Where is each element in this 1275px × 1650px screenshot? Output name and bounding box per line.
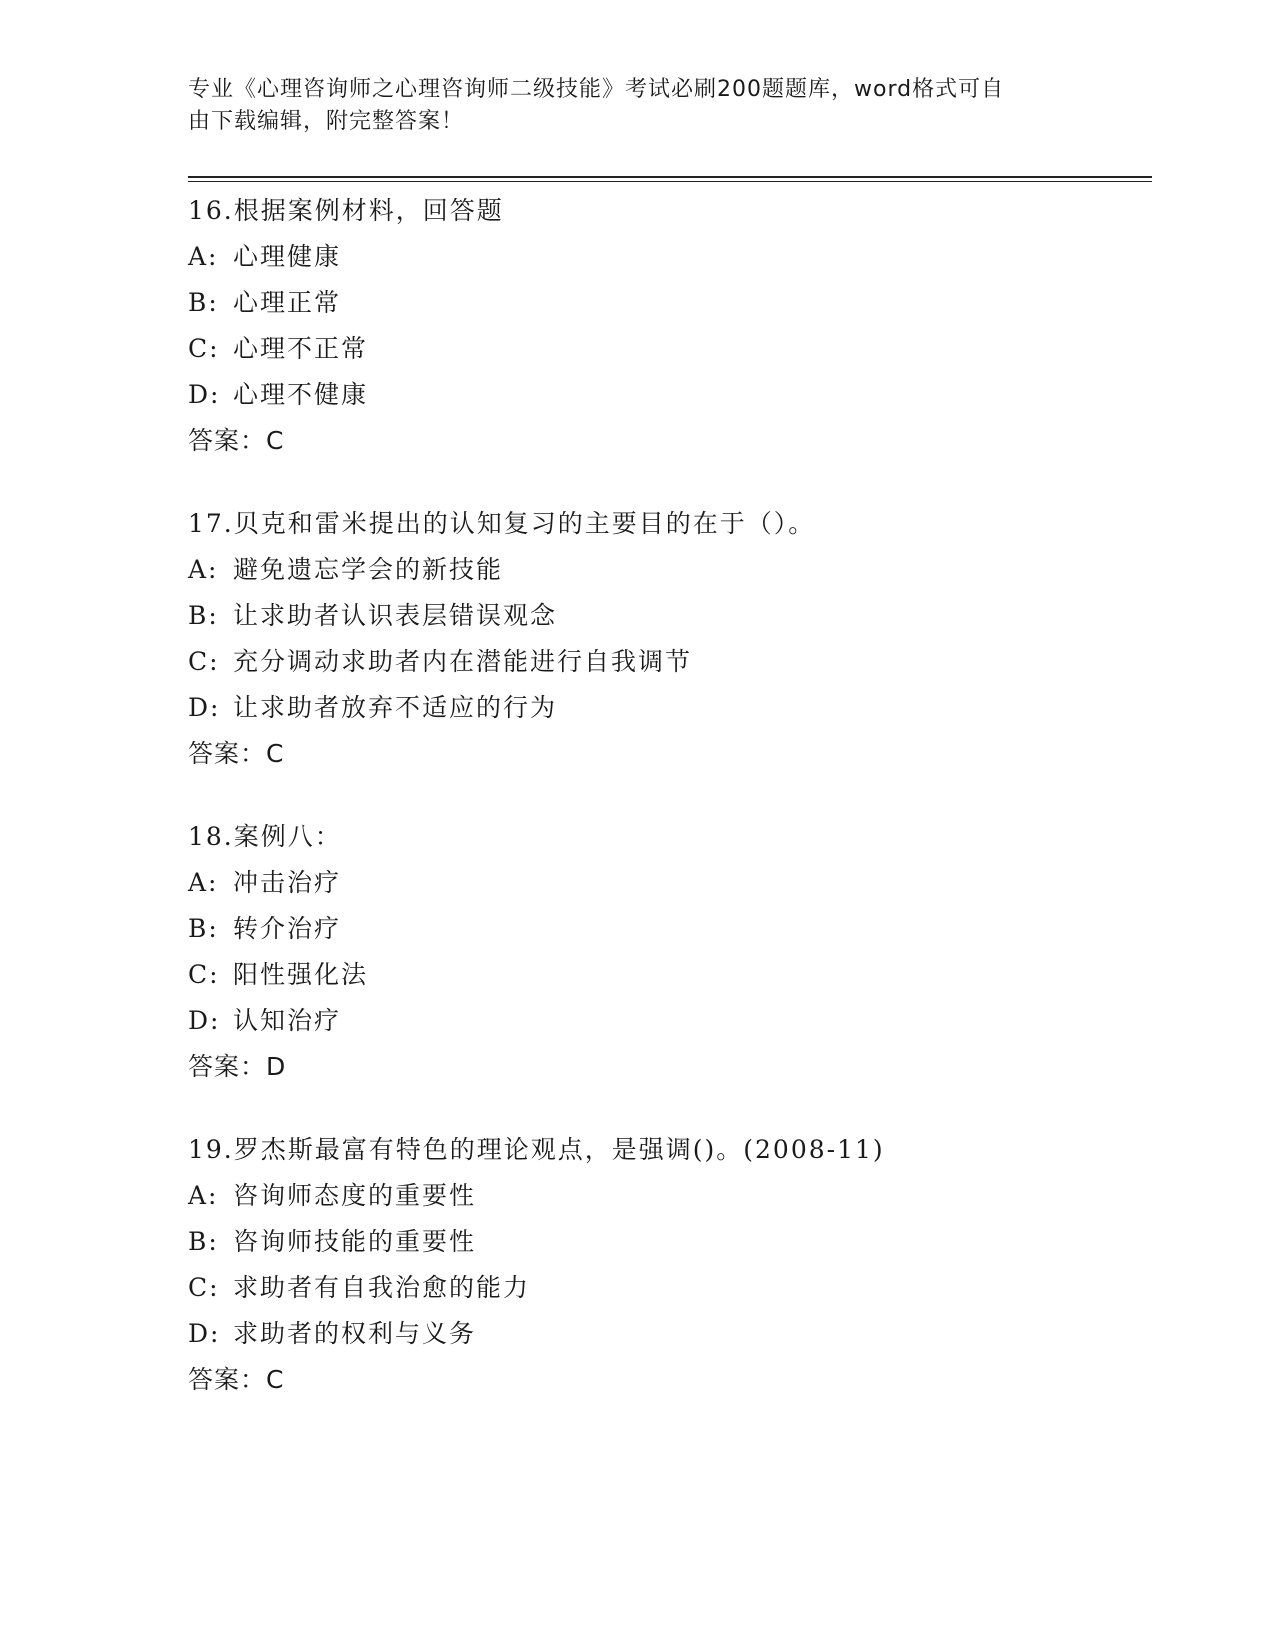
option-letter: C: bbox=[188, 647, 220, 676]
answer-line: 答案：C bbox=[188, 426, 285, 455]
option-text: 心理不健康 bbox=[233, 380, 369, 409]
option-d bbox=[188, 372, 1152, 418]
option-letter: D: bbox=[188, 1006, 221, 1035]
option-text: 心理正常 bbox=[233, 288, 342, 317]
option-c bbox=[188, 639, 1152, 685]
option-letter: B: bbox=[188, 914, 219, 943]
option-b bbox=[188, 593, 1152, 639]
option-d bbox=[188, 685, 1152, 731]
question-stem: 17.贝克和雷米提出的认知复习的主要目的在于（）。 bbox=[188, 509, 816, 538]
answer-line: 答案：C bbox=[188, 739, 285, 768]
option-b bbox=[188, 906, 1152, 952]
answer-line: 答案：D bbox=[188, 1052, 287, 1081]
option-a bbox=[188, 1173, 1152, 1219]
question-16 bbox=[188, 188, 1152, 464]
option-text: 充分调动求助者内在潜能进行自我调节 bbox=[233, 647, 693, 676]
question-stem: 18.案例八： bbox=[188, 822, 342, 851]
option-letter: D: bbox=[188, 380, 221, 409]
option-c bbox=[188, 326, 1152, 372]
option-letter: A: bbox=[188, 555, 219, 584]
question-stem: 16.根据案例材料，回答题 bbox=[188, 196, 504, 225]
option-b bbox=[188, 280, 1152, 326]
option-text: 认知治疗 bbox=[233, 1006, 342, 1035]
question-list bbox=[188, 188, 1152, 1440]
option-text: 咨询师技能的重要性 bbox=[233, 1227, 477, 1256]
option-letter: C: bbox=[188, 960, 220, 989]
option-text: 求助者有自我治愈的能力 bbox=[233, 1273, 531, 1302]
option-c bbox=[188, 1265, 1152, 1311]
option-text: 求助者的权利与义务 bbox=[233, 1319, 477, 1348]
header-divider bbox=[188, 176, 1152, 178]
option-letter: C: bbox=[188, 1273, 220, 1302]
option-text: 咨询师态度的重要性 bbox=[233, 1181, 477, 1210]
option-a bbox=[188, 547, 1152, 593]
option-text: 心理不正常 bbox=[233, 334, 369, 363]
question-18 bbox=[188, 814, 1152, 1090]
answer-line: 答案：C bbox=[188, 1365, 285, 1394]
option-letter: A: bbox=[188, 1181, 219, 1210]
option-letter: D: bbox=[188, 1319, 221, 1348]
option-text: 心理健康 bbox=[233, 242, 342, 271]
header-line-1: 专业《心理咨询师之心理咨询师二级技能》考试必刷200题题库，word格式可自 bbox=[188, 77, 1005, 102]
option-d bbox=[188, 1311, 1152, 1357]
option-text: 让求助者认识表层错误观念 bbox=[233, 601, 558, 630]
header-line-2: 由下载编辑，附完整答案！ bbox=[188, 109, 465, 134]
option-c bbox=[188, 952, 1152, 998]
option-b bbox=[188, 1219, 1152, 1265]
option-text: 阳性强化法 bbox=[233, 960, 369, 989]
option-a bbox=[188, 860, 1152, 906]
option-letter: B: bbox=[188, 601, 219, 630]
option-text: 转介治疗 bbox=[233, 914, 342, 943]
option-letter: A: bbox=[188, 868, 219, 897]
option-text: 让求助者放弃不适应的行为 bbox=[233, 693, 558, 722]
option-letter: C: bbox=[188, 334, 220, 363]
option-letter: B: bbox=[188, 1227, 219, 1256]
option-letter: D: bbox=[188, 693, 221, 722]
question-19 bbox=[188, 1127, 1152, 1403]
option-a bbox=[188, 234, 1152, 280]
question-stem: 19.罗杰斯最富有特色的理论观点，是强调()。(2008-11) bbox=[188, 1135, 885, 1164]
header-divider-thin bbox=[188, 181, 1152, 182]
question-17 bbox=[188, 501, 1152, 777]
option-d bbox=[188, 998, 1152, 1044]
option-letter: A: bbox=[188, 242, 219, 271]
option-text: 冲击治疗 bbox=[233, 868, 342, 897]
document-header bbox=[188, 74, 1068, 138]
option-letter: B: bbox=[188, 288, 219, 317]
option-text: 避免遗忘学会的新技能 bbox=[233, 555, 504, 584]
